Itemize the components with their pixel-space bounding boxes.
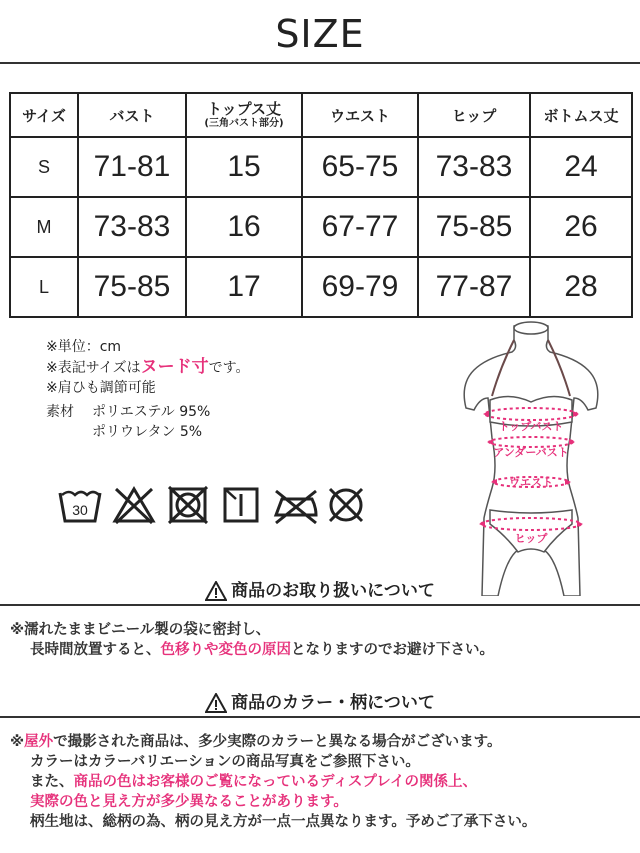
color-divider	[0, 716, 640, 718]
warning-icon	[205, 581, 227, 601]
cell-size: L	[10, 257, 78, 317]
cell-tops: 16	[186, 197, 302, 257]
line-dry-shade-icon	[220, 485, 264, 525]
color-line-3-prefix: また、	[30, 774, 74, 790]
note-unit: ※単位：cm	[46, 339, 122, 355]
header-bottoms: ボトムス丈	[530, 93, 632, 137]
no-tumble-dry-icon	[166, 485, 210, 525]
label-waist: ウエスト	[509, 476, 553, 489]
cell-tops: 15	[186, 137, 302, 197]
size-table	[9, 92, 633, 318]
note-size-suffix: です。	[208, 360, 250, 376]
cell-hip: 75-85	[418, 197, 530, 257]
color-heading	[0, 688, 640, 713]
header-hip: ヒップ	[418, 93, 530, 137]
care-icons	[58, 485, 368, 535]
header-size: サイズ	[10, 93, 78, 137]
cell-waist: 69-79	[302, 257, 418, 317]
color-outdoor-highlight: 屋外	[24, 734, 54, 750]
iron-low-icon	[272, 485, 320, 525]
material-label: 素材	[46, 404, 74, 420]
note-size-highlight: ヌード寸	[140, 357, 209, 377]
warning-icon	[205, 693, 227, 713]
table-row	[10, 137, 632, 197]
handling-line-2-prefix: 長時間放置すると、	[30, 642, 161, 658]
cell-waist: 65-75	[302, 137, 418, 197]
wash-30-icon	[58, 485, 102, 525]
note-size-prefix: ※表記サイズは	[46, 360, 141, 376]
label-top-bust: トップバスト	[498, 420, 564, 433]
header-waist: ウエスト	[302, 93, 418, 137]
handling-line-1: ※濡れたままビニール製の袋に密封し、	[10, 622, 271, 638]
handling-text	[10, 620, 494, 660]
color-line-1-mark: ※	[10, 734, 25, 750]
cell-hip: 73-83	[418, 137, 530, 197]
cell-size: S	[10, 137, 78, 197]
color-line-2: カラーはカラーバリエーションの商品写真をご参照下さい。	[30, 754, 420, 770]
body-figure-diagram	[456, 318, 606, 596]
handling-highlight: 色移りや変色の原因	[160, 642, 291, 658]
header-tops-sub: (三角バスト部分)	[204, 118, 284, 129]
size-table-header	[10, 93, 632, 137]
handling-line-2	[10, 640, 494, 660]
no-bleach-icon	[112, 485, 156, 525]
cell-tops: 17	[186, 257, 302, 317]
cell-size: M	[10, 197, 78, 257]
color-line-1	[10, 732, 536, 752]
material-line-1: ポリエステル 95%	[92, 404, 211, 420]
color-line-5: 柄生地は、総柄の為、柄の見え方が一点一点異なります。予めご了承下さい。	[30, 814, 537, 830]
header-tops	[186, 93, 302, 137]
handling-heading-text: 商品のお取り扱いについて	[231, 581, 435, 601]
cell-bottoms: 28	[530, 257, 632, 317]
size-notes	[46, 337, 250, 398]
label-under-bust: アンダーバスト	[493, 446, 569, 459]
cell-bottoms: 26	[530, 197, 632, 257]
header-bust: バスト	[78, 93, 186, 137]
cell-bust: 73-83	[78, 197, 186, 257]
color-display-highlight: 商品の色はお客様のご覧になっているディスプレイの関係上、	[73, 774, 478, 790]
handling-heading	[0, 576, 640, 601]
mannequin-outline	[464, 323, 598, 596]
table-row	[10, 257, 632, 317]
handling-divider	[0, 604, 640, 606]
note-strap: ※肩ひも調節可能	[46, 380, 156, 396]
handling-line-2-suffix: となりますのでお避け下さい。	[291, 642, 494, 658]
page-title: SIZE	[275, 12, 365, 56]
no-dry-clean-icon	[324, 485, 368, 525]
note-nude-size	[46, 357, 250, 378]
color-line-4: 実際の色と見え方が多少異なることがあります。	[30, 794, 348, 810]
cell-hip: 77-87	[418, 257, 530, 317]
label-hip: ヒップ	[514, 532, 548, 545]
title-divider	[0, 62, 640, 64]
color-text	[10, 732, 536, 832]
material-info	[46, 402, 210, 442]
color-heading-text: 商品のカラー・柄について	[231, 693, 435, 713]
wash-temp-label: 30	[72, 502, 88, 518]
color-line-1-rest: で撮影された商品は、多少実際のカラーと異なる場合がございます。	[53, 734, 502, 750]
material-line-2: ポリウレタン 5%	[92, 424, 203, 440]
color-line-3	[10, 772, 536, 792]
cell-bust: 75-85	[78, 257, 186, 317]
cell-bust: 71-81	[78, 137, 186, 197]
cell-bottoms: 24	[530, 137, 632, 197]
cell-waist: 67-77	[302, 197, 418, 257]
table-row	[10, 197, 632, 257]
header-tops-main: トップス丈	[207, 100, 281, 118]
